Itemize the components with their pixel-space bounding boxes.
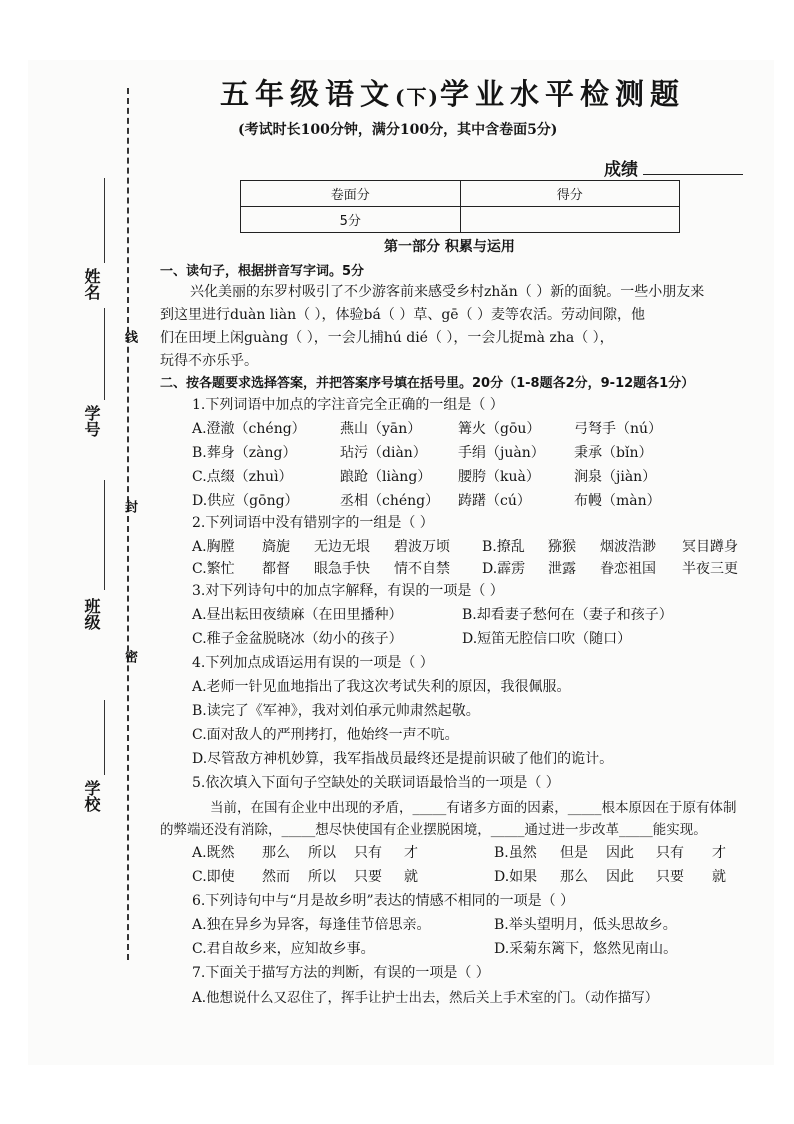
q2-s1-option: 踌躇（cú）	[458, 493, 531, 509]
q1-line: 们在田埂上闲guàng（ ），一会儿捕hú dié（ ），一会儿捉mà zha（ ），	[160, 330, 614, 346]
q2-s2-option: C.繁忙	[192, 561, 235, 577]
q2-s5-option: 那么	[262, 845, 290, 861]
q2-s3-stem: 3.对下列诗句中的加点字解释，有误的一项是（ ）	[192, 583, 504, 599]
q2-s1-option: 踉跄（liàng）	[340, 469, 432, 485]
q2-s3-option: A.昼出耘田夜绩麻（在田里播种）	[192, 607, 403, 623]
score-table	[240, 180, 680, 233]
q2-s4-option: A.老师一针见血地指出了我这次考试失利的原因，我很佩服。	[192, 679, 571, 695]
q2-s5-option: 才	[404, 845, 418, 861]
score-blank	[643, 174, 743, 175]
q2-s5-option: 因此	[606, 845, 634, 861]
q2-s2-option: 冥目蹲身	[682, 539, 738, 555]
q2-s2-option: 都督	[262, 561, 290, 577]
q2-s7-option: A.他想说什么又忍住了，挥手让护士出去，然后关上手术室的门。（动作描写）	[192, 990, 659, 1006]
q2-s4-option: D.尽管敌方神机妙算，我军指战员最终还是提前识破了他们的诡计。	[192, 751, 614, 767]
q1-heading: 一、读句子，根据拼音写字词。5分	[160, 264, 365, 279]
q2-s5-option: 才	[712, 845, 726, 861]
q2-s2-option: 情不自禁	[394, 561, 450, 577]
seal-mark-feng: 封	[122, 500, 137, 513]
q2-s1-option: 玷污（diàn）	[340, 445, 427, 461]
q2-s4-stem: 4.下列加点成语运用有误的一项是（ ）	[192, 655, 434, 671]
q2-s1-option: 秉承（bǐn）	[574, 445, 653, 461]
q2-s6-stem: 6.下列诗句中与“月是故乡明”表达的情感不相同的一项是（ ）	[192, 893, 575, 909]
q2-s2-option: 碧波万顷	[394, 539, 450, 555]
q2-s5-option: 因此	[606, 869, 634, 885]
q2-heading: 二、按各题要求选择答案，并把答案序号填在括号里。20分（1-8题各2分，9-12题各1分）	[160, 376, 695, 391]
section-heading: 第一部分 积累与运用	[384, 239, 515, 255]
q2-s3-option: B.却看妻子愁何在（妻子和孩子）	[462, 607, 673, 623]
q2-s3-option: C.稚子金盆脱晓冰（幼小的孩子）	[192, 631, 403, 647]
q2-s1-option: 涧泉（jiàn）	[574, 469, 657, 485]
q2-s1-stem: 1.下列词语中加点的字注音完全正确的一组是（ ）	[192, 397, 504, 413]
q2-s5-option: 所以	[308, 869, 336, 885]
q2-s5-stem: 5.依次填入下面句子空缺处的关联词语最恰当的一项是（ ）	[192, 775, 560, 791]
q2-s1-option: 布幔（màn）	[574, 493, 661, 509]
q2-s1-option: D.供应（gōng）	[192, 493, 299, 509]
q2-s5-option: 但是	[560, 845, 588, 861]
number-blank	[104, 308, 105, 400]
class-blank	[104, 480, 105, 590]
q2-s2-option: 泄露	[548, 561, 576, 577]
q2-s2-option: 无边无垠	[314, 539, 370, 555]
q2-s6-option: C.君自故乡来，应知故乡事。	[192, 941, 375, 957]
q2-s5-option: 所以	[308, 845, 336, 861]
q2-s5-option: B.虽然	[494, 845, 537, 861]
score-table-value-score	[460, 207, 680, 233]
q2-s3-option: D.短笛无腔信口吹（随口）	[462, 631, 632, 647]
q2-s5-option: C.即使	[192, 869, 235, 885]
q2-s5-option: 只有	[354, 845, 382, 861]
q2-s4-option: C.面对敌人的严刑拷打，他始终一声不吭。	[192, 727, 459, 743]
q1-line: 到这里进行duàn liàn（ ），体验bá（ ）草、gē（ ）麦等农活。劳动间隙，他	[160, 307, 646, 323]
name-label: 姓名	[82, 268, 101, 300]
q2-s7-stem: 7.下面关于描写方法的判断，有误的一项是（ ）	[192, 965, 490, 981]
q2-s5-option: A.既然	[192, 845, 235, 861]
score-label: 成绩	[604, 160, 638, 180]
q2-s2-option: 猕猴	[548, 539, 576, 555]
q2-s6-option: D.采菊东篱下，悠然见南山。	[494, 941, 678, 957]
school-blank	[104, 700, 105, 775]
q2-s5-text: 当前，在国有企业中出现的矛盾，_____有诸多方面的因素，_____根本原因在于原有体制	[210, 800, 737, 816]
q2-s1-option: A.澄澈（chéng）	[192, 421, 306, 437]
q2-s6-option: A.独在异乡为异客，每逢佳节倍思亲。	[192, 917, 431, 933]
q1-line: 兴化美丽的东罗村吸引了不少游客前来感受乡村zhǎn（ ）新的面貌。一些小朋友来	[190, 284, 705, 300]
title-main: 五年级语文	[220, 77, 396, 111]
q2-s2-option: 半夜三更	[682, 561, 738, 577]
q2-s2-option: 眼急手快	[314, 561, 370, 577]
name-blank	[104, 178, 105, 263]
q2-s5-option: 只要	[354, 869, 382, 885]
seal-mark-mi: 密	[122, 650, 137, 663]
title-sub: 学业水平检测题	[439, 77, 685, 111]
q2-s5-option: D.如果	[494, 869, 538, 885]
q2-s2-option: 烟波浩渺	[600, 539, 656, 555]
q2-s5-option: 就	[712, 869, 726, 885]
binding-dashed-line	[127, 88, 129, 960]
q2-s4-option: B.读完了《军神》，我对刘伯承元帅肃然起敬。	[192, 703, 480, 719]
school-label: 学校	[82, 780, 101, 812]
q2-s1-option: 燕山（yān）	[340, 421, 422, 437]
title-paren: (下)	[395, 85, 440, 109]
number-label: 学号	[82, 405, 101, 437]
q2-s5-option: 就	[404, 869, 418, 885]
q2-s2-option: D.霹雳	[482, 561, 526, 577]
q2-s2-stem: 2.下列词语中没有错别字的一组是（ ）	[192, 515, 434, 531]
exam-title	[220, 72, 685, 113]
q2-s1-option: 丞相（chéng）	[340, 493, 440, 509]
class-label: 班级	[82, 598, 101, 630]
q2-s6-option: B.举头望明月，低头思故乡。	[494, 917, 677, 933]
score-table-header-score: 得分	[460, 181, 680, 207]
q2-s2-option: 旖旎	[262, 539, 290, 555]
q2-s1-option: C.点缀（zhuì）	[192, 469, 293, 485]
q2-s5-option: 然而	[262, 869, 290, 885]
q2-s5-option: 只有	[656, 845, 684, 861]
score-table-value-appearance: 5分	[241, 207, 461, 233]
exam-subtitle: (考试时长100分钟，满分100分，其中含卷面5分)	[238, 122, 558, 138]
q2-s5-text: 的弊端还没有消除，_____想尽快使国有企业摆脱困境，_____通过进一步改革_____能实现。	[160, 822, 707, 838]
q2-s1-option: 腰胯（kuà）	[458, 469, 540, 485]
q2-s5-option: 只要	[656, 869, 684, 885]
q2-s2-option: A.胸膛	[192, 539, 235, 555]
q2-s1-option: 手绢（juàn）	[458, 445, 545, 461]
q2-s2-option: 眷恋祖国	[600, 561, 656, 577]
score-table-header-appearance: 卷面分	[241, 181, 461, 207]
q2-s5-option: 那么	[560, 869, 588, 885]
q1-line: 玩得不亦乐乎。	[160, 353, 258, 369]
q2-s1-option: 弓弩手（nú）	[574, 421, 663, 437]
q2-s1-option: B.葬身（zàng）	[192, 445, 297, 461]
q2-s1-option: 篝火（gōu）	[458, 421, 541, 437]
seal-mark-xian: 线	[122, 330, 137, 343]
q2-s2-option: B.撩乱	[482, 539, 525, 555]
